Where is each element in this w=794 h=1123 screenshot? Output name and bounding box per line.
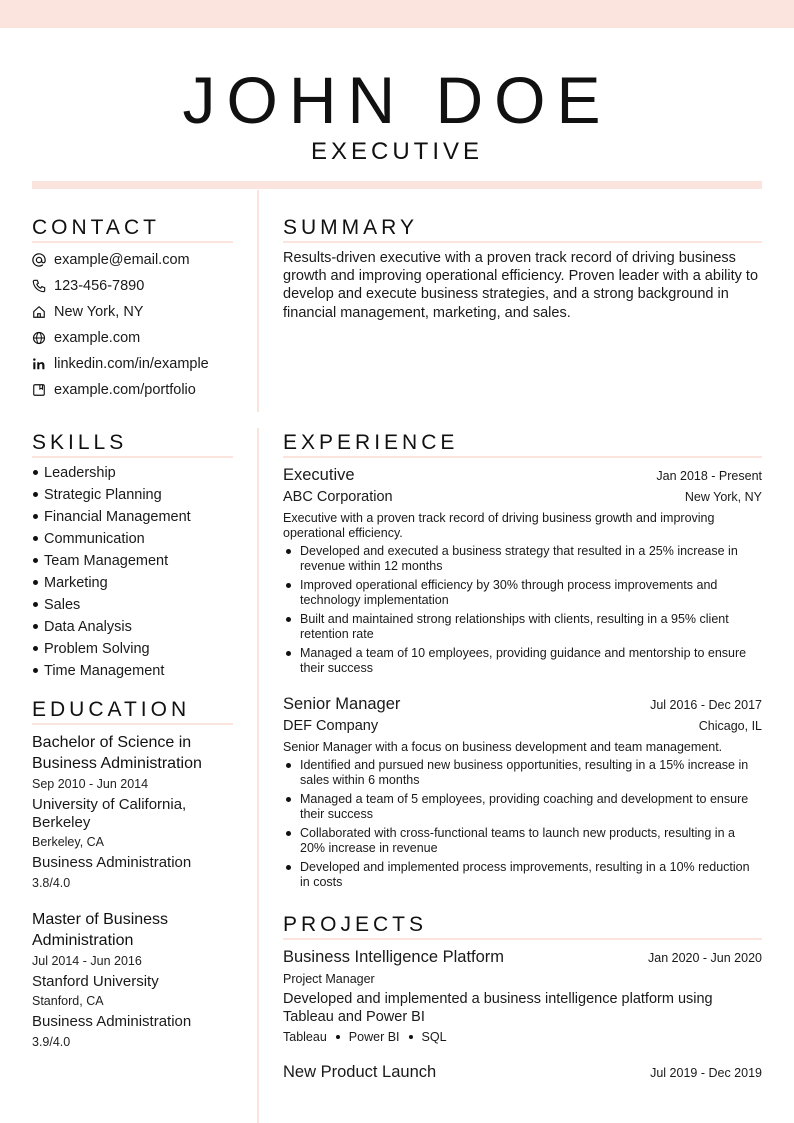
job-bullet: Managed a team of 5 employees, providing coaching and development to ensure their success [283, 792, 762, 822]
bullet-icon [286, 549, 291, 554]
phone-icon [32, 279, 54, 293]
bullet-icon [286, 831, 291, 836]
bullet-icon [33, 514, 38, 519]
contact-email-text: example@email.com [54, 252, 190, 268]
job-bullet: Managed a team of 10 employees, providing guidance and mentorship to ensure their success [283, 646, 762, 676]
field-of-study: Business Administration [32, 1013, 192, 1030]
education-entry [32, 732, 247, 893]
bullet-icon [286, 617, 291, 622]
job-bullets [283, 544, 762, 676]
school-name: University of California, Berkeley [32, 796, 187, 831]
degree: Bachelor of Science in Business Administration [32, 734, 202, 772]
job-company: ABC Corporation [283, 489, 393, 505]
skill-item: Team Management [32, 550, 252, 572]
globe-icon [32, 331, 54, 345]
separator-dot-icon [336, 1035, 340, 1039]
linkedin-icon [32, 357, 54, 371]
job-bullet: Improved operational efficiency by 30% through process improvements and technology implementation [283, 578, 762, 608]
bullet-icon [33, 492, 38, 497]
home-icon [32, 305, 54, 319]
contact-location [32, 299, 252, 325]
bullet-icon [33, 558, 38, 563]
skill-item: Strategic Planning [32, 484, 252, 506]
job-bullet: Developed and executed a business strategy that resulted in a 25% increase in revenue within 12 months [283, 544, 762, 574]
contact-linkedin-text: linkedin.com/in/example [54, 356, 209, 372]
bullet-icon [33, 602, 38, 607]
job-dates: Jan 2018 - Present [656, 469, 762, 483]
project-name: Business Intelligence Platform [283, 948, 505, 966]
job-entry [283, 464, 762, 680]
job-bullets [283, 758, 762, 890]
school-name: Stanford University [32, 973, 159, 990]
education-dates: Jul 2014 - Jun 2016 [32, 954, 142, 968]
job-bullet: Built and maintained strong relationships with clients, resulting in a 95% client retention rate [283, 612, 762, 642]
bullet-icon [286, 797, 291, 802]
bullet-icon [286, 583, 291, 588]
job-bullet: Identified and pursued new business opportunities, resulting in a 15% increase in sales within 6 months [283, 758, 762, 788]
job-role: Senior Manager [283, 695, 401, 713]
bullet-icon [33, 668, 38, 673]
candidate-name: JOHN DOE [182, 63, 612, 137]
project-description: Developed and implemented a business intelligence platform using Tableau and Power BI [283, 991, 713, 1025]
skill-item: Marketing [32, 572, 252, 594]
contact-website[interactable] [32, 325, 252, 351]
project-dates: Jul 2019 - Dec 2019 [650, 1066, 762, 1080]
gpa: 3.9/4.0 [32, 1035, 71, 1049]
contact-linkedin[interactable] [32, 351, 252, 377]
summary-text: Results-driven executive with a proven track record of driving business growth and improving operational efficiency. Proven leader with a ability to develop and execute business strategies, and a strong background in financial management, marketing, and sales. [283, 250, 759, 321]
contact-website-text: example.com [54, 330, 141, 346]
job-location: New York, NY [684, 490, 762, 504]
job-description: Senior Manager with a focus on business development and team management. [283, 740, 723, 754]
summary-heading: SUMMARY [283, 215, 762, 243]
field-of-study: Business Administration [32, 854, 192, 871]
job-bullet: Collaborated with cross-functional teams to launch new products, resulting in a 20% increase in revenue [283, 826, 762, 856]
experience-heading: EXPERIENCE [283, 430, 762, 458]
bullet-icon [286, 865, 291, 870]
separator-dot-icon [409, 1035, 413, 1039]
job-entry [283, 693, 762, 894]
bullet-icon [286, 651, 291, 656]
skills-heading: SKILLS [32, 430, 233, 458]
candidate-title: EXECUTIVE [310, 138, 484, 165]
skill-item: Financial Management [32, 506, 252, 528]
projects-heading: PROJECTS [283, 912, 762, 940]
skill-item: Problem Solving [32, 638, 252, 660]
project-role: Project Manager [283, 972, 375, 986]
at-icon [32, 253, 54, 267]
contact-phone-text: 123-456-7890 [54, 278, 145, 294]
skill-item: Data Analysis [32, 616, 252, 638]
job-location: Chicago, IL [698, 719, 762, 733]
job-bullet: Developed and implemented process improvements, resulting in a 10% reduction in costs [283, 860, 762, 890]
project-entry [283, 946, 762, 1046]
contact-portfolio-text: example.com/portfolio [54, 382, 196, 398]
contact-list [32, 247, 252, 403]
contact-portfolio[interactable] [32, 377, 252, 403]
school-location: Stanford, CA [32, 994, 104, 1008]
contact-phone[interactable] [32, 273, 252, 299]
job-description: Executive with a proven track record of driving business growth and improving operational efficiency. [283, 511, 715, 540]
project-tool: Tableau [283, 1030, 327, 1044]
portfolio-icon [32, 383, 54, 397]
education-dates: Sep 2010 - Jun 2014 [32, 777, 149, 791]
project-entry [283, 1061, 762, 1083]
school-location: Berkeley, CA [32, 835, 105, 849]
gpa: 3.8/4.0 [32, 876, 71, 890]
bullet-icon [33, 470, 38, 475]
project-tool: Power BI [348, 1030, 400, 1044]
project-tools [283, 1028, 762, 1046]
header-divider [32, 181, 762, 189]
job-role: Executive [283, 466, 355, 484]
bullet-icon [33, 536, 38, 541]
contact-heading: CONTACT [32, 215, 233, 243]
top-accent-band [0, 0, 794, 28]
bullet-icon [33, 624, 38, 629]
skill-item: Leadership [32, 462, 252, 484]
column-divider-bottom [257, 428, 259, 1123]
column-divider-top [257, 190, 259, 412]
job-dates: Jul 2016 - Dec 2017 [650, 698, 762, 712]
contact-email[interactable] [32, 247, 252, 273]
project-name: New Product Launch [283, 1063, 437, 1081]
bullet-icon [33, 646, 38, 651]
job-company: DEF Company [283, 718, 379, 734]
skill-item: Sales [32, 594, 252, 616]
project-dates: Jan 2020 - Jun 2020 [648, 951, 762, 965]
bullet-icon [33, 580, 38, 585]
skill-item: Time Management [32, 660, 252, 682]
project-tool: SQL [421, 1030, 447, 1044]
education-entry [32, 909, 247, 1052]
contact-location-text: New York, NY [54, 304, 144, 320]
skill-item: Communication [32, 528, 252, 550]
bullet-icon [286, 763, 291, 768]
skills-list [32, 462, 252, 682]
degree: Master of Business Administration [32, 911, 169, 949]
education-heading: EDUCATION [32, 697, 233, 725]
